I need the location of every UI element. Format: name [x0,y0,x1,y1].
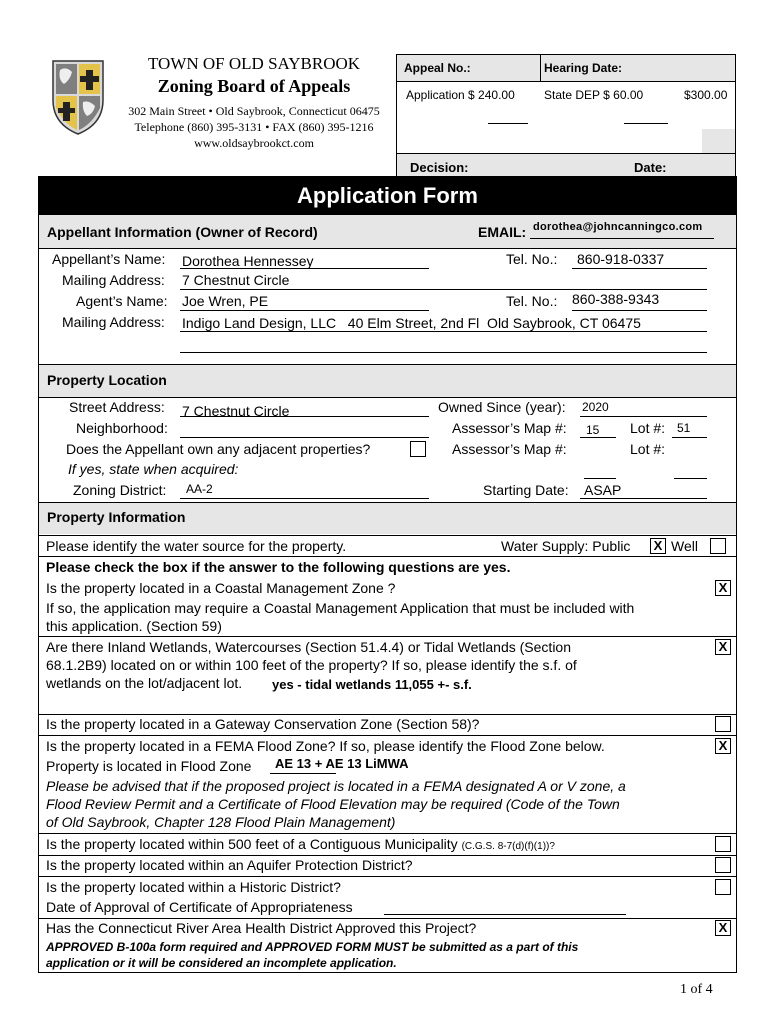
fee-blank-1 [488,123,528,124]
starting-date-value[interactable]: ASAP [584,482,622,498]
historic-approval-date-field[interactable] [384,914,626,915]
appellant-name-label: Appellant’s Name: [52,251,166,267]
map-2-field[interactable] [584,478,616,479]
zoning-label: Zoning District: [73,482,167,498]
appellant-mailing-label: Mailing Address: [62,272,165,288]
contiguous-reference: (C.G.S. 8-7(d)(f)(1))? [461,841,555,852]
coastal-note-2: this application. (Section 59) [46,618,222,634]
decision-label: Decision: [410,160,469,175]
historic-approval-date-label: Date of Approval of Certificate of Appropriateness [46,899,353,915]
appeal-no-label: Appeal No.: [404,61,471,75]
coastal-checkbox[interactable]: X [715,580,731,596]
wetlands-checkbox[interactable]: X [715,639,731,655]
property-location-label: Property Location [47,372,167,388]
assessor-map-label: Assessor’s Map #: [452,420,567,436]
lot-2-label: Lot #: [630,441,666,457]
lot-value[interactable]: 51 [677,421,691,435]
assessor-map-2-label: Assessor’s Map #: [452,441,567,457]
agent-name-value[interactable]: Joe Wren, PE [182,293,269,309]
aquifer-checkbox[interactable] [715,857,731,873]
wetlands-line-3: wetlands on the lot/adjacent lot. [46,675,243,691]
fema-note-1: Please be advised that if the proposed project is located in a FEMA designated A or V zone, a [46,778,626,794]
date-label: Date: [634,160,667,175]
owned-since-label: Owned Since (year): [438,399,566,415]
gateway-checkbox[interactable] [715,716,731,732]
email-line [530,238,714,239]
fema-question: Is the property located in a FEMA Flood Zone? If so, please identify the Flood Zone below. [46,738,605,754]
contiguous-checkbox[interactable] [715,836,731,852]
fema-note-2: Flood Review Permit and a Certificate of Flood Elevation may be required (Code of the Town [46,796,620,812]
street-label: Street Address: [69,399,165,415]
neighborhood-label: Neighborhood: [76,420,168,436]
appellant-mailing-value[interactable]: 7 Chestnut Circle [182,272,290,288]
public-checkbox[interactable]: X [650,538,666,554]
agent-mailing-value[interactable]: Indigo Land Design, LLC 40 Elm Street, 2nd Fl Old Saybrook, CT 06475 [182,315,641,331]
wetlands-line-1: Are there Inland Wetlands, Watercourses (Section 51.4.4) or Tidal Wetlands (Section [46,639,571,655]
email-value[interactable]: dorothea@johncanningco.com [533,221,703,233]
coastal-question: Is the property located in a Coastal Management Zone ? [46,580,396,596]
health-note-2: application or it will be considered an incomplete application. [46,956,397,970]
health-checkbox[interactable]: X [715,920,731,936]
health-question: Has the Connecticut River Area Health District Approved this Project? [46,920,477,936]
appellant-name-value[interactable]: Dorothea Hennessey [182,253,314,269]
aquifer-question: Is the property located within an Aquifer Protection District? [46,857,413,873]
coastal-note-1: If so, the application may require a Coastal Management Application that must be included with [46,600,635,616]
town-address: 302 Main Street • Old Saybrook, Connecticut 06475 [128,104,380,118]
fema-checkbox[interactable]: X [715,738,731,754]
agent-tel-label: Tel. No.: [506,293,558,309]
assessor-map-value[interactable]: 15 [586,423,600,437]
historic-checkbox[interactable] [715,879,731,895]
appellant-section-label: Appellant Information (Owner of Record) [47,224,318,240]
appellant-tel-label: Tel. No.: [506,251,558,267]
adjacent-question: Does the Appellant own any adjacent properties? [66,441,371,457]
agent-tel-value[interactable]: 860-388-9343 [572,291,660,307]
wetlands-value[interactable]: yes - tidal wetlands 11,055 +- s.f. [272,677,472,692]
instructions: Please check the box if the answer to the following questions are yes. [46,559,511,575]
email-label: EMAIL: [478,224,527,240]
gateway-question: Is the property located in a Gateway Conservation Zone (Section 58)? [46,716,480,732]
neighborhood-field[interactable] [180,437,429,438]
fema-note-3: of Old Saybrook, Chapter 128 Flood Plain Management) [46,814,396,830]
well-checkbox[interactable] [710,538,726,554]
form-title: Application Form [39,177,736,215]
contiguous-question [46,836,555,852]
fema-zone-value[interactable]: AE 13 + AE 13 LiMWA [275,756,409,771]
board-name: Zoning Board of Appeals [157,76,351,96]
fema-zone-label: Property is located in Flood Zone [46,758,252,774]
town-website: www.oldsaybrookct.com [194,136,314,150]
water-supply-label: Water Supply: Public [501,538,631,554]
wetlands-line-2: 68.1.2B9) located on or within 100 feet of the property? If so, please identify the s.f. of [46,657,577,673]
lot-label: Lot #: [630,420,666,436]
adjacent-checkbox[interactable] [410,441,426,457]
agent-mailing-line-2 [180,352,707,353]
if-yes-label: If yes, state when acquired: [68,461,239,477]
town-name: TOWN OF OLD SAYBROOK [147,54,361,73]
state-dep-fee: State DEP $ 60.00 [544,88,644,102]
application-fee: Application $ 240.00 [406,88,515,102]
health-note-1: APPROVED B-100a form required and APPROVED FORM MUST be submitted as a part of this [46,940,579,954]
page-number: 1 of 4 [680,982,713,997]
starting-date-label: Starting Date: [483,482,569,498]
well-label: Well [671,538,698,554]
owned-since-value[interactable]: 2020 [582,400,609,414]
fee-blank-2 [624,123,668,124]
street-value[interactable]: 7 Chestnut Circle [182,403,290,419]
hearing-date-label: Hearing Date: [544,61,623,75]
historic-question: Is the property located within a Historic District? [46,879,341,895]
total-fee: $300.00 [684,88,728,102]
water-question: Please identify the water source for the property. [46,538,347,554]
contiguous-question-text: Is the property located within 500 feet of a Contiguous Municipality [46,836,458,852]
agent-name-label: Agent’s Name: [76,293,168,309]
zoning-value[interactable]: AA-2 [186,482,213,496]
town-seal [50,58,106,136]
agent-mailing-label: Mailing Address: [62,314,165,330]
town-phone: Telephone (860) 395-3131 • FAX (860) 395-1216 [134,120,374,134]
property-info-label: Property Information [47,509,186,525]
lot-2-field[interactable] [674,478,707,479]
appellant-tel-value[interactable]: 860-918-0337 [577,251,665,267]
